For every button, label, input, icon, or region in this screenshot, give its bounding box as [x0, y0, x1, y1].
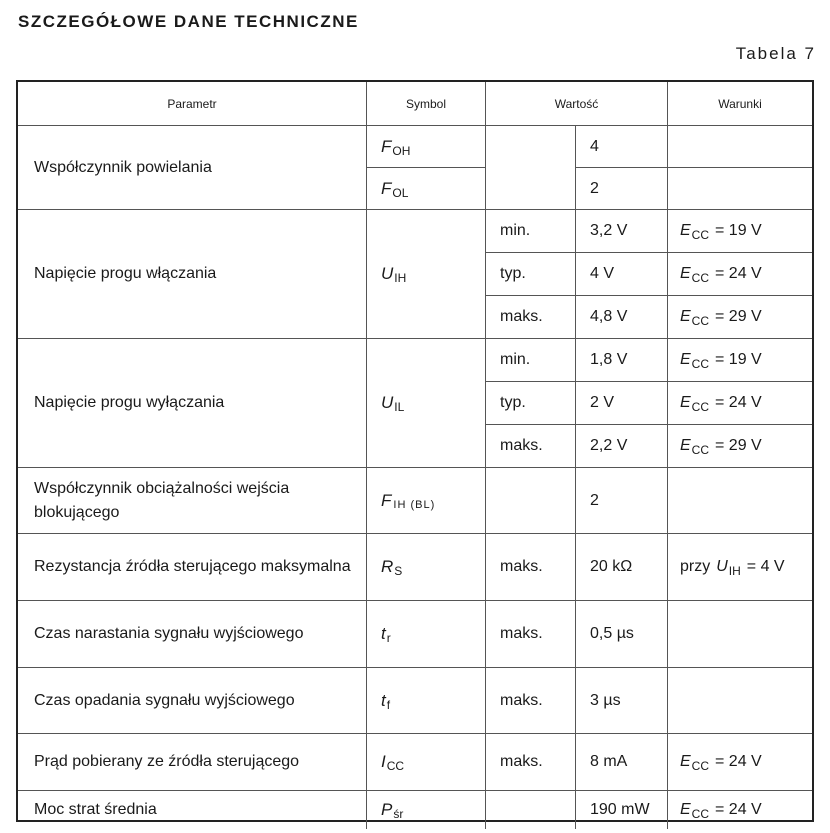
value-u-il-typ: 2 V [576, 382, 668, 425]
cond-empty [668, 668, 812, 734]
param-narastania: Czas narastania sygnału wyjściowego [18, 601, 367, 668]
symbol-i-cc: I CC [367, 734, 486, 791]
param-opadania: Czas opadania sygnału wyjściowego [18, 668, 367, 734]
cond-empty [668, 601, 812, 668]
cond-ecc: E CC = 24 V [668, 382, 812, 425]
param-rezystancja: Rezystancja źródła sterującego maksymalna [18, 534, 367, 601]
param-obciazalnosc: Współczynnik obciążalności wejścia blokującego [18, 468, 367, 534]
qual-min: min. [486, 339, 576, 382]
value-f-ih-bl: 2 [576, 468, 668, 534]
value-t-f: 3 µs [576, 668, 668, 734]
symbol-u-il: U IL [367, 339, 486, 468]
qual-empty [486, 791, 576, 829]
param-wlaczania: Napięcie progu włączania [18, 210, 367, 339]
param-powielania: Współczynnik powielania [18, 126, 367, 210]
symbol-f-ih-bl: F IH (BL) [367, 468, 486, 534]
qual-maks: maks. [486, 668, 576, 734]
header-symbol: Symbol [367, 82, 486, 126]
header-warunki: Warunki [668, 82, 812, 126]
cond-empty [668, 468, 812, 534]
cond-ecc: E CC = 19 V [668, 339, 812, 382]
value-u-ih-maks: 4,8 V [576, 296, 668, 339]
value-u-il-maks: 2,2 V [576, 425, 668, 468]
value-r-s: 20 kΩ [576, 534, 668, 601]
spec-table [16, 80, 814, 822]
qual-maks: maks. [486, 734, 576, 791]
cond-ecc: E CC = 24 V [668, 253, 812, 296]
qual-maks: maks. [486, 425, 576, 468]
cond-ecc: E CC = 24 V [668, 734, 812, 791]
qual-typ: typ. [486, 382, 576, 425]
table-label: Tabela 7 [735, 44, 816, 63]
symbol-t-f: t f [367, 668, 486, 734]
qual-maks: maks. [486, 534, 576, 601]
symbol-r-s: R S [367, 534, 486, 601]
cond-ecc: E CC = 24 V [680, 801, 762, 821]
value-u-ih-min: 3,2 V [576, 210, 668, 253]
param-moc: Moc strat średnia [18, 791, 367, 829]
value-i-cc: 8 mA [576, 734, 668, 791]
symbol-f-ol: F OL [367, 168, 486, 210]
cond-ecc: E CC = 19 V [668, 210, 812, 253]
qual-empty [486, 468, 576, 534]
qual-min: min. [486, 210, 576, 253]
param-prad: Prąd pobierany ze źródła sterującego [18, 734, 367, 791]
param-wylaczania: Napięcie progu wyłączania [18, 339, 367, 468]
cond-u-ih: przy U IH = 4 V [668, 534, 812, 601]
value-u-il-min: 1,8 V [576, 339, 668, 382]
cond-empty [668, 126, 812, 168]
qual-maks: maks. [486, 296, 576, 339]
value-t-r: 0,5 µs [576, 601, 668, 668]
symbol-f-oh: F OH [367, 126, 486, 168]
symbol-u-ih: U IH [367, 210, 486, 339]
value-f-oh: 4 [576, 126, 668, 168]
header-parametr: Parametr [18, 82, 367, 126]
value-p-sr: 190 mW [576, 791, 668, 829]
value-u-ih-typ: 4 V [576, 253, 668, 296]
page-title: SZCZEGÓŁOWE DANE TECHNICZNE [18, 12, 359, 31]
qual-maks: maks. [486, 601, 576, 668]
cond-ecc: E CC = 29 V [668, 425, 812, 468]
cond-ecc: E CC = 29 V [668, 296, 812, 339]
qual-empty [486, 126, 576, 210]
cond-empty [668, 168, 812, 210]
header-wartosc: Wartość [486, 82, 668, 126]
qual-typ: typ. [486, 253, 576, 296]
symbol-t-r: t r [367, 601, 486, 668]
value-f-ol: 2 [576, 168, 668, 210]
symbol-p-sr: P śr [367, 791, 486, 829]
